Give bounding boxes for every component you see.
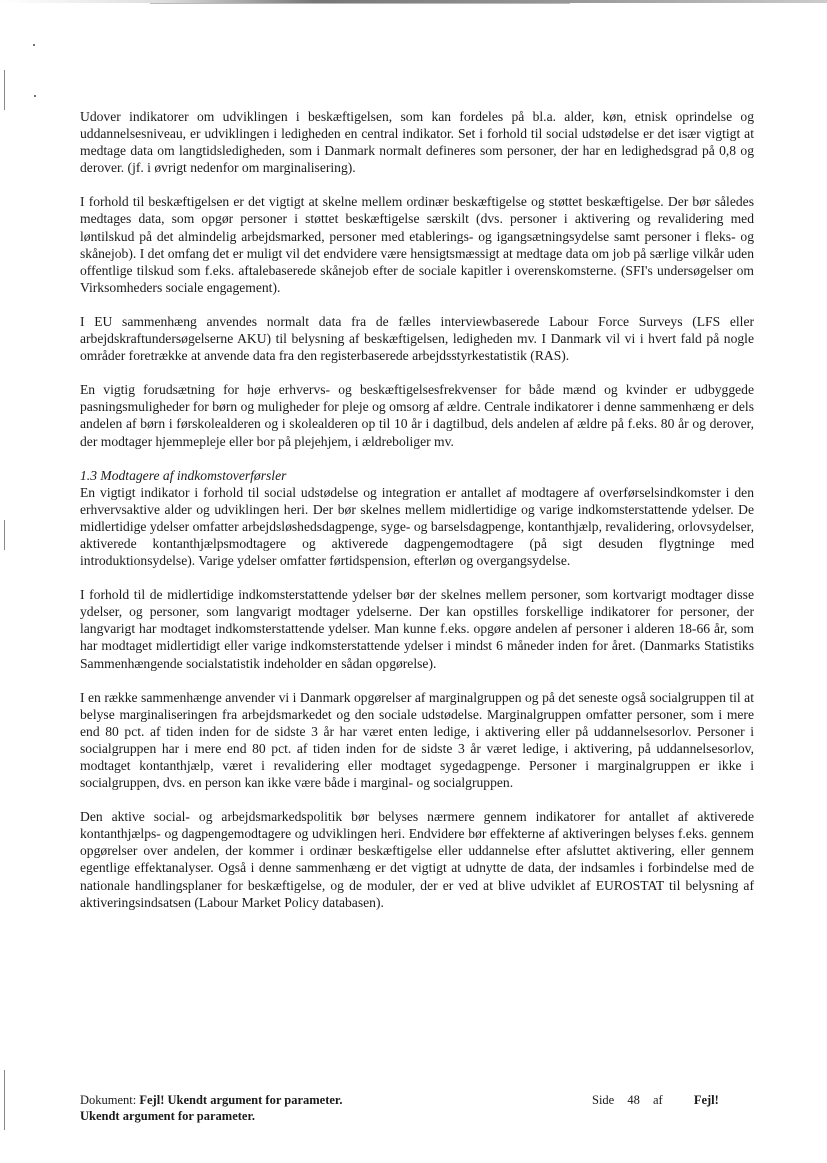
scan-margin-mark [4,1070,5,1130]
scan-edge-line [150,3,570,4]
footer-document-error-continued: Ukendt argument for parameter. [80,1109,255,1123]
scan-speck [33,44,35,46]
scan-speck [34,95,36,97]
footer-document-info [80,1092,500,1124]
scan-margin-mark [4,520,5,550]
footer-total-pages-error: Fejl! [693,1093,719,1107]
paragraph-childcare-eldercare: En vigtig forudsætning for høje erhvervs- og beskæftigelsesfrekvenser for både mænd og kvinder er udbyggede pasningsmuligheder for børn og muligheder for pleje og omsorg af ældre. Centrale indikatorer i denne sammenhæng er dels andelen af børn i førskolealderen og i skolealderen op til 10 år i dagtilbud, dels andelen af ældre på f.eks. 80 år og derover, der modtager hjemmepleje eller bor på plejehjem, i ældreboliger mv. [80,382,754,449]
paragraph-unemployment-indicators: Udover indikatorer om udviklingen i beskæftigelsen, som kan fordeles på bl.a. alder, køn, etnisk oprindelse og uddannelsesniveau, er udviklingen i ledigheden en central indikator. Set i forhold til social udstødelse er det især vigtigt at medtage data om langtidsledigheden, som i Danmark normalt defineres som personer, der har en ledighedsgrad på 0,8 og derover. (jf. i øvrigt nedenfor om marginalisering). [80,109,754,176]
paragraph-transfer-income-recipients: En vigtigt indikator i forhold til social udstødelse og integration er antallet af modtagere af overførselsindkomster i den erhvervsaktive alder og udviklingen heri. Der bør skelnes mellem midlertidige og varige indkomsterstattende ydelser. De midlertidige ydelser omfatter arbejdsløshedsdagpenge, syge- og barselsdagpenge, kontanthjælp, revalidering, orlovsydelser, aktiverede kontanthjælpsmodtagere og aktiverede dagpengemodtagere (på sigt desuden flygtninge med introduktionsydelse). Varige ydelser omfatter førtidspension, efterløn og overgangsydelse. [80,484,754,569]
footer-page-info [592,1092,752,1108]
document-body [80,108,754,928]
footer-document-label: Dokument: [80,1093,137,1107]
footer-page-number: 48 [627,1093,640,1107]
footer-document-error: Fejl! Ukendt argument for parameter. [139,1093,343,1107]
footer-af-label: af [652,1093,663,1107]
scan-margin-mark [4,70,5,110]
footer-side-label: Side [592,1093,615,1107]
section-heading: 1.3 Modtagere af indkomstoverførsler [80,467,287,483]
paragraph-marginal-group: I en række sammenhænge anvender vi i Danmark opgørelser af marginalgruppen og på det seneste også socialgruppen til at belyse marginaliseringen fra arbejdsmarkedet og den sociale udstødelse. Marginalgruppen omfatter personer, som i mere end 80 pct. af tiden inden for de sidste 3 år har været enten ledige, i aktivering eller på uddannelsesorlov. Personer i socialgruppen har i mere end 80 pct. af tiden inden for de sidste 3 år været ledige, i aktivering, på uddannelsesorlov, modtaget kontanthjælp, været i revalidering eller modtaget sygedagpenge. Personer i marginalgruppen er ikke i socialgruppen, dvs. en person kan ikke være både i marginal- og socialgruppen. [80,689,754,791]
paragraph-supported-employment: I forhold til beskæftigelsen er det vigtigt at skelne mellem ordinær beskæftigelse og støttet beskæftigelse. Der bør således medtages data, som opgør personer i støttet beskæftigelse særskilt (dvs. personer i aktivering og revalidering med løntilskud på det almindelig arbejdsmarked, personer med etablerings- og igangsætningsydelse samt personer i fleks- og skånejob). I det omfang det er muligt vil det endvidere være hensigtsmæssigt at medtage data om job på særlige vilkår uden offentlige tilskud som f.eks. aftalebaserede skånejob efter de sociale kapitler i overenskomsterne. (SFI's undersøgelser om Virksomheders sociale engagement). [80,194,754,295]
paragraph-active-labour-policy: Den aktive social- og arbejdsmarkedspolitik bør belyses nærmere gennem indikatorer for antallet af aktiverede kontanthjælps- og dagpengemodtagere og udviklingen heri. Endvidere bør effekterne af aktiveringen belyses f.eks. gennem opgørelser over andelen, der kommer i ordinær beskæftigelse eller uddannelse efter afsluttet aktivering, eller gennem egentlige effektanalyser. Også i denne sammenhæng er det vigtigt at udnytte de data, der indsamles i forbindelse med de nationale handlingsplaner for beskæftigelse, og de moduler, der er ved at blive udviklet af EUROSTAT til belysning af aktiveringsindsatsen (Labour Market Policy databasen). [80,809,754,910]
paragraph-temporary-benefits: I forhold til de midlertidige indkomsterstattende ydelser bør der skelnes mellem personer, som kortvarigt modtager disse ydelser, og personer, som langvarigt modtager ydelserne. Der kan opstilles forskellige indikatorer for personer, der langvarigt har modtaget indkomsterstattende ydelser. Man kunne f.eks. opgøre andelen af personer i alderen 18-66 år, som har modtaget midlertidigt eller varige indkomsterstattende ydelser i mindst 6 måneder inden for året. (Danmarks Statistiks Sammenhængende socialstatistik indeholder en sådan opgørelse). [80,587,754,671]
paragraph-eu-labour-force-surveys: I EU sammenhæng anvendes normalt data fra de fælles interviewbaserede Labour Force Surveys (LFS eller arbejdskraftundersøgelserne AKU) til belysning af beskæftigelsen, ledigheden mv. I Danmark vil vi i hvert fald på nogle områder foretrække at anvende data fra den registerbaserede arbejdsstyrkestatistik (RAS). [80,313,754,364]
